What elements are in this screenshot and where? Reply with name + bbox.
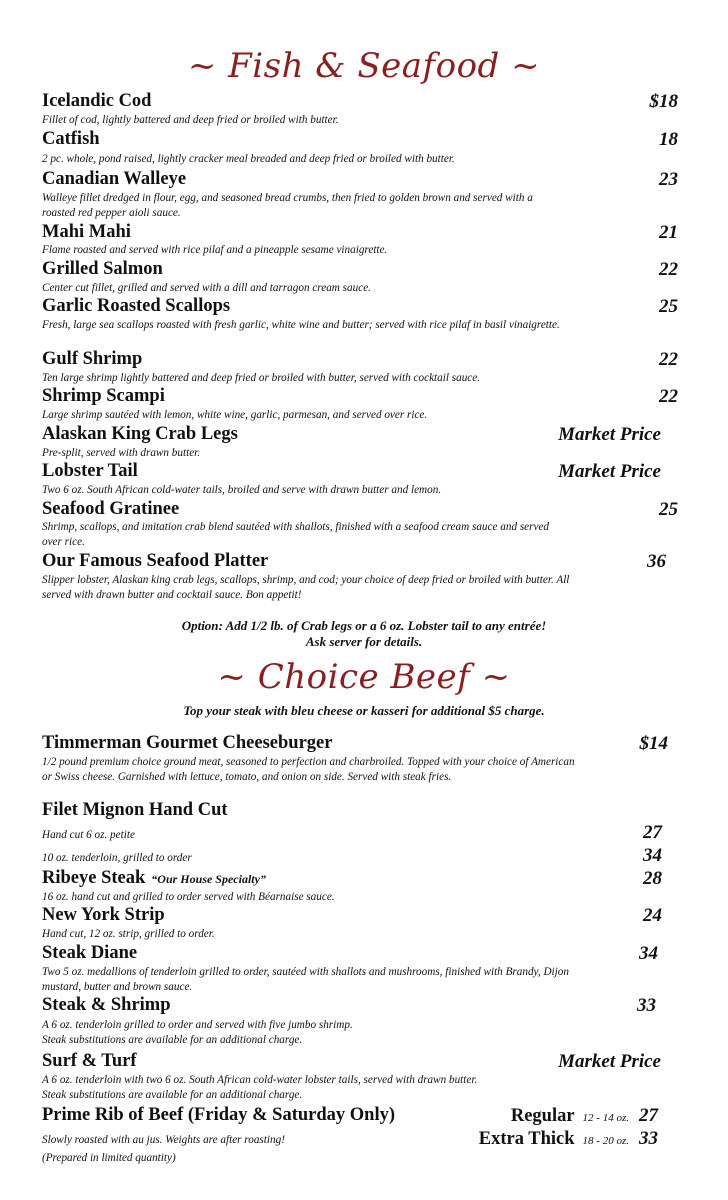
- menu-item-price: 23: [659, 169, 678, 190]
- menu-item-name: Grilled Salmon: [42, 259, 163, 279]
- menu-item-description: Steak substitutions are available for an additional charge.: [42, 1089, 303, 1101]
- menu-item-description: Flame roasted and served with rice pilaf and a pineapple sesame vinaigrette.: [42, 244, 388, 256]
- menu-item-name: Catfish: [42, 129, 100, 149]
- menu-item-description: Slipper lobster, Alaskan king crab legs, scallops, shrimp, and cod; your choice of deep fried or broiled with butter. All served with drawn butter and cocktail sauce. Bon appetit!: [42, 574, 570, 601]
- menu-item-name: Our Famous Seafood Platter: [42, 551, 269, 571]
- menu-item-description: Slowly roasted with au jus. Weights are after roasting!: [42, 1134, 285, 1146]
- menu-item-description: Pre-split, served with drawn butter.: [42, 447, 201, 459]
- menu-item-description: Hand cut, 12 oz. strip, grilled to order.: [42, 928, 215, 940]
- menu-item-name: Gulf Shrimp: [42, 349, 143, 369]
- menu-item-price: $14: [639, 733, 668, 754]
- menu-item-description: Fresh, large sea scallops roasted with fresh garlic, white wine and butter; served with rice pilaf in basil vinaigrette.: [42, 319, 560, 331]
- menu-item-name: Lobster Tail: [42, 461, 138, 481]
- prime-rib-extra-option: [479, 1128, 658, 1150]
- menu-item-name: Seafood Gratinee: [42, 499, 180, 519]
- menu-item-name: Canadian Walleye: [42, 169, 187, 189]
- menu-item-description: Center cut fillet, grilled and served with a dill and tarragon cream sauce.: [42, 282, 371, 294]
- menu-item-price: Market Price: [558, 424, 661, 445]
- menu-item-price: 22: [659, 386, 678, 407]
- menu-item-name: Filet Mignon Hand Cut: [42, 800, 228, 820]
- menu-item-description: (Prepared in limited quantity): [42, 1152, 176, 1164]
- prime-rib-extra-price: 33: [639, 1128, 658, 1149]
- menu-item-name: Garlic Roasted Scallops: [42, 296, 231, 316]
- prime-rib-regular-price: 27: [639, 1105, 658, 1126]
- menu-item-price: 24: [643, 905, 662, 926]
- menu-item-price: 34: [639, 943, 658, 964]
- menu-item-price: Market Price: [558, 1051, 661, 1072]
- beef-section-title: ~ Choice Beef ~: [217, 657, 511, 697]
- menu-item-description: Two 6 oz. South African cold-water tails, broiled and serve with drawn butter and lemon.: [42, 484, 442, 496]
- menu-item-description: Steak substitutions are available for an additional charge.: [42, 1034, 303, 1046]
- menu-item-price: $18: [649, 91, 678, 112]
- menu-item-price: 22: [659, 349, 678, 370]
- menu-item-name: Shrimp Scampi: [42, 386, 165, 406]
- menu-item-name: New York Strip: [42, 905, 165, 925]
- menu-item-price: 21: [659, 222, 678, 243]
- menu-item-price: 28: [643, 868, 662, 889]
- menu-item-price: 22: [659, 259, 678, 280]
- prime-rib-regular-label: Regular: [510, 1106, 575, 1126]
- menu-item-price: 33: [637, 995, 656, 1016]
- seafood-option-note-details: Ask server for details.: [305, 634, 423, 649]
- menu-item-name: [42, 868, 266, 889]
- menu-item-description: Large shrimp sautéed with lemon, white wine, garlic, parmesan, and served over rice.: [42, 409, 428, 421]
- prime-rib-extra-size: 18 - 20 oz.: [582, 1135, 629, 1147]
- menu-item-description: Walleye fillet dredged in flour, egg, and seasoned bread crumbs, then fried to golden brown and served with a roasted red pepper aioli sauce.: [42, 192, 533, 219]
- prime-rib-regular-size: 12 - 14 oz.: [582, 1112, 629, 1124]
- menu-item-name: Steak & Shrimp: [42, 995, 171, 1015]
- menu-item-name: Alaskan King Crab Legs: [42, 424, 238, 444]
- house-specialty-label: “Our House Specialty”: [151, 872, 266, 886]
- menu-item-description: Two 5 oz. medallions of tenderloin grilled to order, sautéed with shallots and mushrooms, finished with Brandy, Dijon mustard, butter and brown sauce.: [42, 966, 569, 993]
- menu-item-description: Shrimp, scallops, and imitation crab blend sautéed with shallots, finished with a seafood cream sauce and served over rice.: [42, 521, 550, 548]
- filet-option-description: 10 oz. tenderloin, grilled to order: [42, 852, 192, 864]
- menu-item-name: Surf & Turf: [42, 1051, 137, 1071]
- filet-option-description: Hand cut 6 oz. petite: [42, 829, 135, 841]
- filet-option-price: 27: [643, 822, 662, 843]
- menu-item-price: 25: [659, 499, 678, 520]
- menu-item-name: Prime Rib of Beef (Friday & Saturday Only): [42, 1105, 395, 1125]
- seafood-section-title: ~ Fish & Seafood ~: [187, 46, 541, 86]
- menu-item-price: 25: [659, 296, 678, 317]
- menu-item-description: Ten large shrimp lightly battered and deep fried or broiled with butter, served with cocktail sauce.: [42, 372, 481, 384]
- menu-item-name: Icelandic Cod: [42, 91, 152, 111]
- menu-item-name: Timmerman Gourmet Cheeseburger: [42, 733, 333, 753]
- menu-item-price: Market Price: [558, 461, 661, 482]
- ribeye-name: Ribeye Steak: [42, 868, 146, 888]
- menu-item-description: A 6 oz. tenderloin with two 6 oz. South African cold-water lobster tails, served with drawn butter.: [42, 1074, 478, 1086]
- menu-item-price: 18: [659, 129, 678, 150]
- menu-item-description: 2 pc. whole, pond raised, lightly cracker meal breaded and deep fried or broiled with butter.: [42, 153, 455, 165]
- menu-item-description: A 6 oz. tenderloin grilled to order and served with five jumbo shrimp.: [42, 1019, 353, 1031]
- filet-option-price: 34: [643, 845, 662, 866]
- prime-rib-regular-option: [511, 1105, 658, 1127]
- menu-item-price: 36: [647, 551, 666, 572]
- prime-rib-extra-label: Extra Thick: [478, 1129, 575, 1149]
- menu-item-description: 16 oz. hand cut and grilled to order served with Béarnaise sauce.: [42, 891, 335, 903]
- menu-item-name: Steak Diane: [42, 943, 138, 963]
- beef-topping-note: Top your steak with bleu cheese or kasseri for additional $5 charge.: [183, 703, 545, 718]
- menu-item-description: 1/2 pound premium choice ground meat, seasoned to perfection and charbroiled. Topped with your choice of American or Swiss cheese. Garnished with lettuce, tomato, and onion on side. Served with steak fries.: [42, 756, 575, 783]
- menu-item-name: Mahi Mahi: [42, 222, 131, 242]
- menu-item-description: Fillet of cod, lightly battered and deep fried or broiled with butter.: [42, 114, 339, 126]
- seafood-option-note: Option: Add 1/2 lb. of Crab legs or a 6 oz. Lobster tail to any entrée!: [181, 618, 547, 633]
